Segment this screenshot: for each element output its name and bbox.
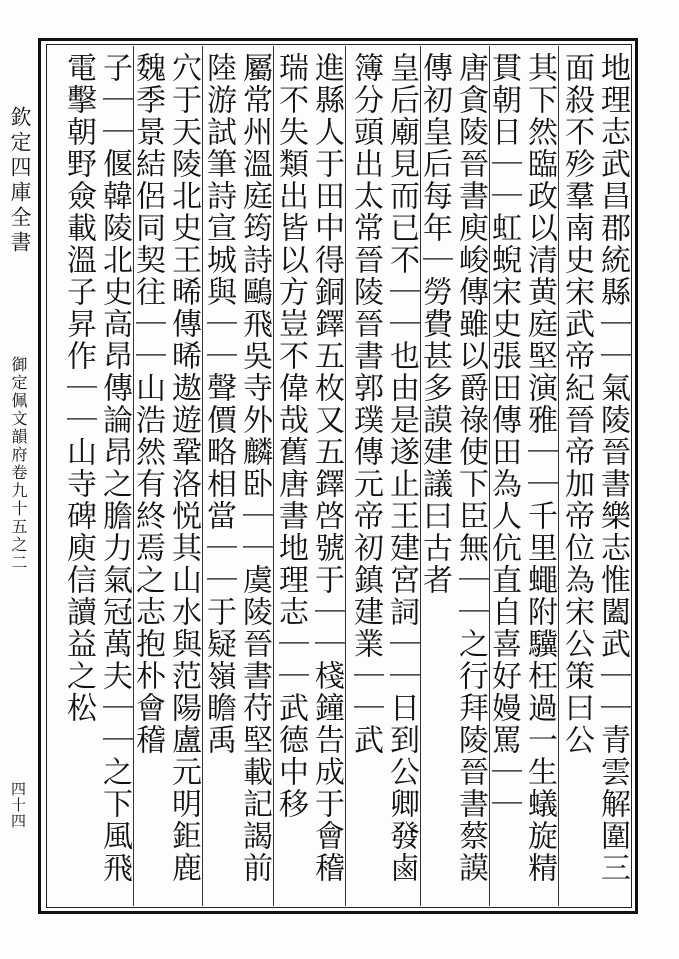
text-column-8: 子｜｜偃韓陵北史高昂傳論昂之膽力氣冠萬夫｜｜之下風飛電擊朝野僉載溫子昇作｜｜山寺碑庾信讀益之松: [61, 52, 132, 884]
volume-title: 御定佩文韻府卷九十五之二: [9, 356, 28, 572]
page-number: 四十四: [9, 781, 27, 829]
text-column-5: 進縣人于田中得銅鐸五枚又五鐸啓號于｜｜棧鐘告成于會稽瑞不失類出皆以方豈不偉哉舊唐書地理志｜｜武德中移: [273, 52, 344, 884]
page-margin: [0, 46, 38, 906]
text-column-6: 屬常州溫庭筠詩鷗飛吳寺外麟卧｜｜虞陵晉書苻堅載記謁前陸游試筆詩宣城與｜｜聲價略相當｜｜于疑嶺瞻禹: [201, 52, 272, 884]
text-column-4: 皇后廟見而已不｜｜也由是遂止王建宮詞｜｜日到公卿發鹵簿分頭出太常晉陵晉書郭璞傳元帝初鎮建業｜｜武: [348, 52, 419, 884]
text-column-7: 穴于天陵北史王晞傳晞遨遊鞏洛悦其山水與范陽盧元明鉅鹿魏季景結侶同契往｜｜山浩然有終焉之志抱朴會稽: [130, 52, 201, 884]
column-rule: [345, 46, 346, 906]
text-column-1: 地理志武昌郡統縣｜｜氣陵晉書樂志惟闔武｜｜青雲解圍三面殺不殄羣南史宋武帝紀晉帝加帝位為宋公策曰公: [559, 52, 630, 884]
text-column-2: 其下然臨政以清黄庭堅演雅｜｜千里蠅附驥枉過一生蟻旋精貫朝日｜｜虹蜺宋史張田傳田為人伉直自喜好嫚罵｜｜: [486, 52, 557, 884]
book-title: 欽定四庫全書: [8, 106, 32, 256]
text-column-3: 唐貪陵晉書庾峻傳雖以爵祿使下臣無｜｜之行拜陵晉書蔡謨傳初皇后每年｜勞費甚多謨建議曰古者: [417, 52, 488, 884]
